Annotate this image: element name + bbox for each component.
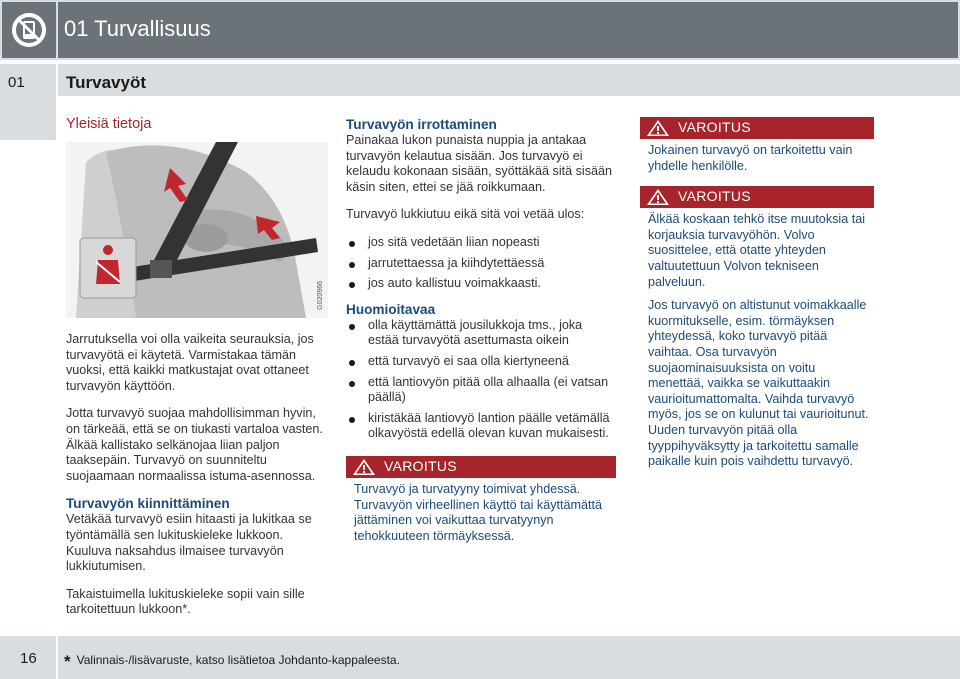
warning-bar	[640, 186, 874, 208]
warning-label: VAROITUS	[678, 119, 751, 135]
paragraph: Painakaa lukon punaista nuppia ja antakaa turvavyön kelautua sisään. Jos turvavyö ei kelaudu kokonaan sisään, syöttäkää sitä sisään käsin siten, ettei se jää roikkumaan.	[346, 133, 613, 194]
illustration-code: G020966	[317, 281, 324, 310]
notes-heading: Huomioitavaa	[346, 301, 436, 317]
paragraph: Takaistuimella lukituskieleke sopii vain sille tarkoitettuun lukkoon*.	[66, 586, 305, 617]
section-title: Turvavyöt	[66, 73, 146, 92]
no-phone-icon	[2, 2, 56, 58]
warning-bar	[346, 456, 616, 478]
fastening-heading: Turvavyön kiinnittäminen	[66, 496, 230, 512]
right-column	[640, 117, 874, 470]
footer-note	[64, 652, 400, 672]
warning-text: Turvavyö ja turvatyyny toimivat yhdessä. Turvavyön virheellinen käyttö tai käyttämättä jättäminen voi vaikuttaa turvatyynyn tehokkuuteen törmäyksessä.	[354, 481, 603, 543]
warning-bar	[640, 117, 874, 139]
warning-text: Jokainen turvavyö on tarkoitettu vain yhdelle henkilölle.	[648, 143, 853, 173]
notes-bullet-list	[346, 318, 616, 442]
list-item: että lantiovyön pitää olla alhaalla (ei vatsan päällä)	[346, 375, 616, 406]
paragraph: Turvavyö lukkiutuu eikä sitä voi vetää ulos:	[346, 207, 585, 222]
warning-text-continued: Jos turvavyö on altistunut voimakkaalle kuormitukselle, esim. törmäyksen yhteydessä, koko turvavyö pitää vaihtaa. Osa turvavyön suojaominaisuuksista on voitu menettää, vaikka se vaikuttaakin vaurioitumattomalta. Vaihda turvavyö myös, jos se on kulunut tai vaurioitunut. Uuden turvavyön pitää olla tyyppihyväksytty ja tarkoitettu samalle paikalle kuin pois vaihdettu turvavyö.	[648, 298, 869, 469]
paragraph: Vetäkää turvavyö esiin hitaasti ja lukitkaa se työntämällä sen lukituskieleke lukkoon. Kuuluva naksahdus ilmaisee turvavyön lukkiutumisen.	[66, 512, 312, 574]
warning-triangle-icon	[646, 188, 670, 206]
warning-label: VAROITUS	[384, 457, 457, 474]
list-item: jos sitä vedetään liian nopeasti	[346, 235, 616, 251]
list-item: jarrutettaessa ja kiihdytettäessä	[346, 256, 616, 272]
list-item: kiristäkää lantiovyö lantion päälle vetämällä olkavyöstä edellä olevan kuvan mukaisesti.	[346, 411, 616, 442]
section-bar	[58, 64, 960, 96]
warning-text: Älkää koskaan tehkö itse muutoksia tai korjauksia turvavyöhön. Volvo suosittelee, että otatte yhteyden valtuutettuun Volvon tekniseen palveluun.	[648, 212, 866, 289]
general-info-heading: Yleisiä tietoja	[66, 116, 152, 132]
warning-triangle-icon	[352, 458, 376, 476]
footer-note-text: Valinnais-/lisävaruste, katso lisätietoa Johdanto-kappaleesta.	[76, 653, 400, 667]
left-column-text	[66, 332, 328, 630]
seatbelt-illustration	[66, 142, 328, 318]
page-number: 16	[20, 650, 37, 667]
asterisk-mark: *	[64, 652, 71, 671]
unfastening-heading: Turvavyön irrottaminen	[346, 117, 497, 132]
middle-column	[346, 117, 616, 544]
warning-triangle-icon	[646, 119, 670, 137]
list-item: jos auto kallistuu voimakkaasti.	[346, 276, 616, 292]
page-title: 01 Turvallisuus	[64, 16, 211, 41]
paragraph: Jotta turvavyö suojaa mahdollisimman hyvin, on tärkeää, että se on tiukasti vartaloa vasten. Älkää kallistako selkänojaa liian paljon taaksepäin. Turvavyö on suunniteltu suojaamaan normaalissa istuma-asennossa.	[66, 406, 323, 483]
chapter-number: 01	[8, 74, 25, 91]
list-item: että turvavyö ei saa olla kiertyneenä	[346, 354, 616, 370]
warning-label: VAROITUS	[678, 188, 751, 205]
locking-bullet-list	[346, 235, 616, 292]
list-item: olla käyttämättä jousilukkoja tms., joka estää turvavyötä asettumasta oikein	[346, 318, 616, 349]
paragraph: Jarrutuksella voi olla vaikeita seurauksia, jos turvavyötä ei käytetä. Varmistakaa tämän vuoksi, että kaikki matkustajat ovat ottaneet turvavyön käyttöön.	[66, 332, 314, 393]
